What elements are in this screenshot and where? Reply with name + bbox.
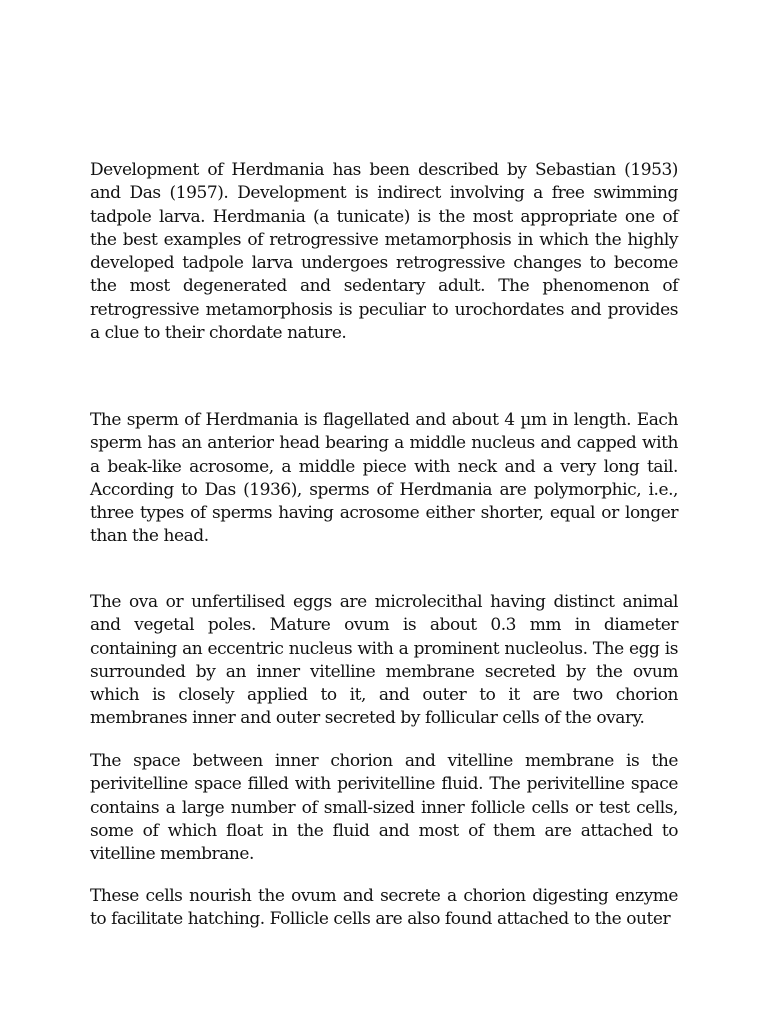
paragraph-development-overview: Development of Herdmania has been described by Sebastian (1953) and Das (1957). Development is indirect involving a free swimming tadpole larva. Herdmania (a tunicate) is the most appropriate one of the best examples of retrogressive metamorphosis in which the highly developed tadpole larva undergoes retrogressive changes to become the most degenerated and sedentary adult. The phenomenon of retrogressive metamorphosis is peculiar to urochordates and provides a clue to their chordate nature. (90, 160, 678, 344)
paragraph-perivitelline-space: The space between inner chorion and vitelline membrane is the perivitelline space filled with perivitelline fluid. The perivitelline space contains a large number of small-sized inner follicle cells or test cells, some of which float in the fluid and most of them are attached to vitelline membrane. (90, 751, 678, 865)
paragraph-sperm: The sperm of Herdmania is flagellated and about 4 µm in length. Each sperm has an anterior head bearing a middle nucleus and capped with a beak-like acrosome, a middle piece with neck and a very long tail. According to Das (1936), sperms of Herdmania are polymorphic, i.e., three types of sperms having acrosome either shorter, equal or longer than the head. (90, 410, 678, 547)
paragraph-follicle-cells: These cells nourish the ovum and secrete a chorion digesting enzyme to facilitate hatching. Follicle cells are also found attached to the outer (90, 886, 678, 930)
paragraph-ova: The ova or unfertilised eggs are microlecithal having distinct animal and vegetal poles. Mature ovum is about 0.3 mm in diameter containing an eccentric nucleus with a prominent nucleolus. The egg is surrounded by an inner vitelline membrane secreted by the ovum which is closely applied to it, and outer to it are two chorion membranes inner and outer secreted by follicular cells of the ovary. (90, 592, 678, 729)
